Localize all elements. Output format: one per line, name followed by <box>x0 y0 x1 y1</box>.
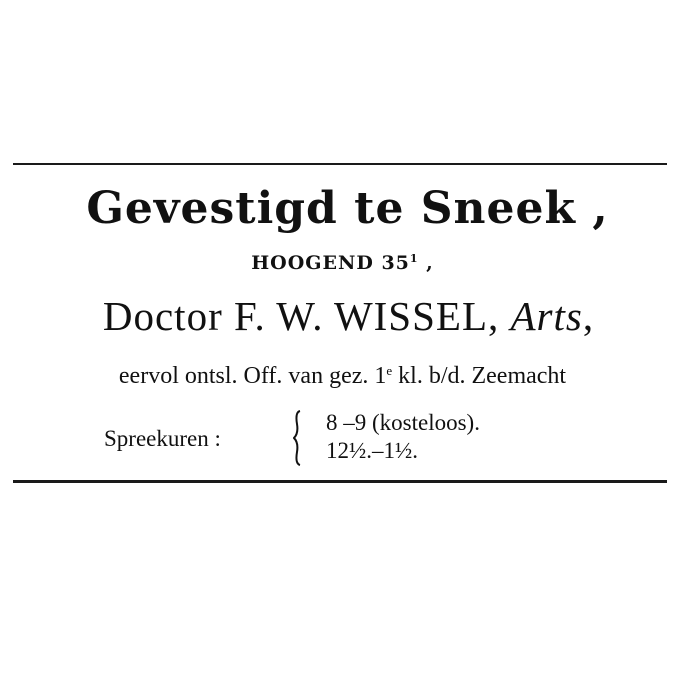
brace-icon <box>293 410 303 466</box>
doctor-name: Doctor F. W. WISSEL, <box>102 293 511 339</box>
rank-superscript: e <box>386 363 393 378</box>
address-line <box>0 252 685 274</box>
doctor-name-line <box>0 292 685 340</box>
doctor-name-trailing: , <box>582 293 595 339</box>
address-superscript: 1 <box>409 252 419 265</box>
address-street: HOOGEND 35 <box>251 252 410 274</box>
address-trailing: , <box>418 252 434 274</box>
doctor-title: Arts <box>510 293 583 339</box>
consultation-time-1: 8 –9 (kosteloos). <box>326 410 480 435</box>
consultation-label: Spreekuren : <box>104 426 221 451</box>
rank-line <box>0 363 685 390</box>
consultation-hours <box>0 408 685 468</box>
top-rule <box>13 163 667 165</box>
rank-text-end: kl. b/d. Zeemacht <box>392 363 567 389</box>
headline: Gevestigd te Sneek , <box>86 183 609 234</box>
rank-text-start: eervol ontsl. Off. van gez. 1 <box>118 363 387 389</box>
bottom-rule <box>13 480 667 483</box>
consultation-time-2: 12½.–1½. <box>326 438 418 463</box>
